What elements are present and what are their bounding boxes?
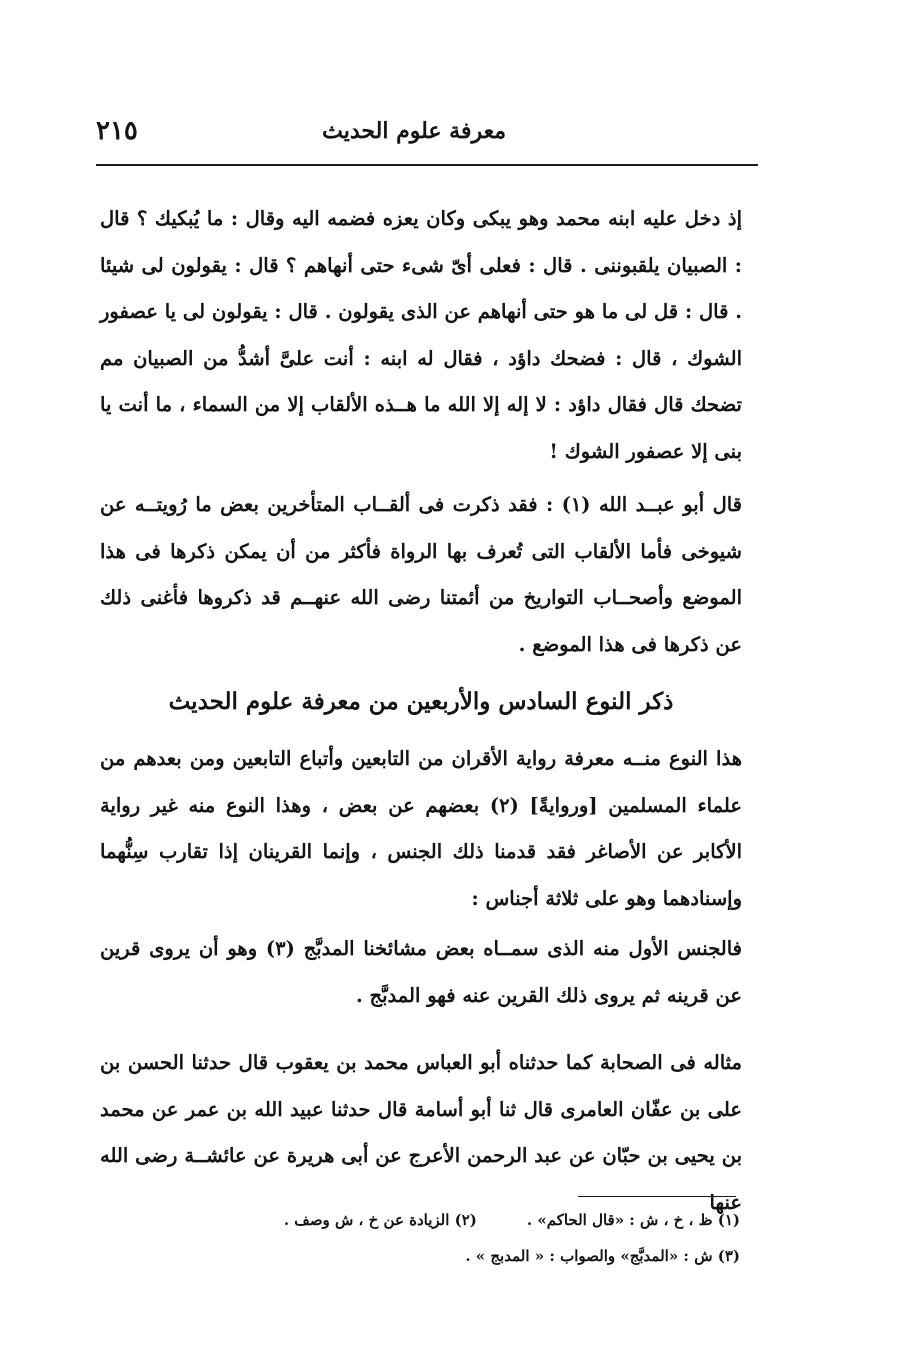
header-rule (96, 164, 758, 166)
footnote-row-1 (140, 1202, 740, 1238)
section-paragraph-1 (100, 736, 742, 922)
paragraph-1-text: إذ دخل عليه ابنه محمد وهو يبكى وكان يعزه فضمه اليه وقال : ما يُبكيك ؟ قال : الصبيان يلقبوننى . قال : فعلى أىّ شىء حتى أنهاهم ؟ قال : يقولون لى شيئا . قال : قل لى ما هو حتى أنهاهم عن الذى يقولون . قال : يقولون لى يا عصفور الشوك ، قال : فضحك داؤد ، فقال له ابنه : أنت علىَّ أشدُّ من الصبيان مم تضحك قال فقال داؤد : لا إله إلا الله ما هــذه الألقاب إلا من السماء ، ما أنت يا بنى إلا عصفور الشوك ! (100, 207, 742, 463)
running-title: معرفة علوم الحديث (322, 118, 506, 144)
footnote-3: (٣) ش : «المدبَّج» والصواب : « المدبج » . (465, 1247, 740, 1265)
page-header (96, 112, 756, 156)
footnote-rule (578, 1196, 736, 1197)
section-heading: ذكر النوع السادس والأربعين من معرفة علوم الحديث (168, 688, 674, 715)
section-paragraph-2 (100, 926, 742, 1019)
page-number: ٢١٥ (96, 116, 138, 146)
section-paragraph-3 (100, 1040, 742, 1226)
footnote-2: (٢) الزيادة عن خ ، ش وصف . (283, 1211, 477, 1229)
paragraph-2 (100, 482, 742, 668)
paragraph-2-text: قال أبو عبــد الله (١) : فقد ذكرت فى ألقــاب المتأخرين بعض ما رُويتــه عن شيوخى فأما الألقاب التى تُعرف بها الرواة فأكثر من أن يمكن ذكرها فى هذا الموضع وأصحــاب التواريخ من أئمتنا رضى الله عنهــم قد ذكروها فأغنى ذلك عن ذكرها فى هذا الموضع . (100, 493, 743, 656)
footnote-1: (١) ظ ، خ ، ش : «قال الحاكم» . (526, 1211, 740, 1229)
footnote-row-2 (140, 1238, 740, 1274)
section-paragraph-1-text: هذا النوع منــه معرفة رواية الأقران من التابعين وأتباع التابعين ومن بعدهم من علماء المسلمين [وروايةً] (٢) بعضهم عن بعض ، وهذا النوع منه غير رواية الأكابر عن الأصاغر فقد قدمنا ذلك الجنس ، وإنما القرينان إذا تقارب سِنُّهما وإسنادهما وهو على ثلاثة أجناس : (100, 747, 742, 910)
section-paragraph-3-text: مثاله فى الصحابة كما حدثناه أبو العباس محمد بن يعقوب قال حدثنا الحسن بن على بن عفّان العامرى قال ثنا أبو أسامة قال حدثنا عبيد الله بن عمر عن محمد بن يحيى بن حبّان عن عبد الرحمن الأعرج عن أبى هريرة عن عائشــة رضى الله عنها (100, 1051, 742, 1214)
footnotes (140, 1202, 740, 1274)
paragraph-1 (100, 196, 742, 475)
section-paragraph-2-text: فالجنس الأول منه الذى سمــاه بعض مشائخنا المدبَّج (٣) وهو أن يروى قرين عن قرينه ثم يروى ذلك القرين عنه فهو المدبَّج . (100, 937, 742, 1007)
